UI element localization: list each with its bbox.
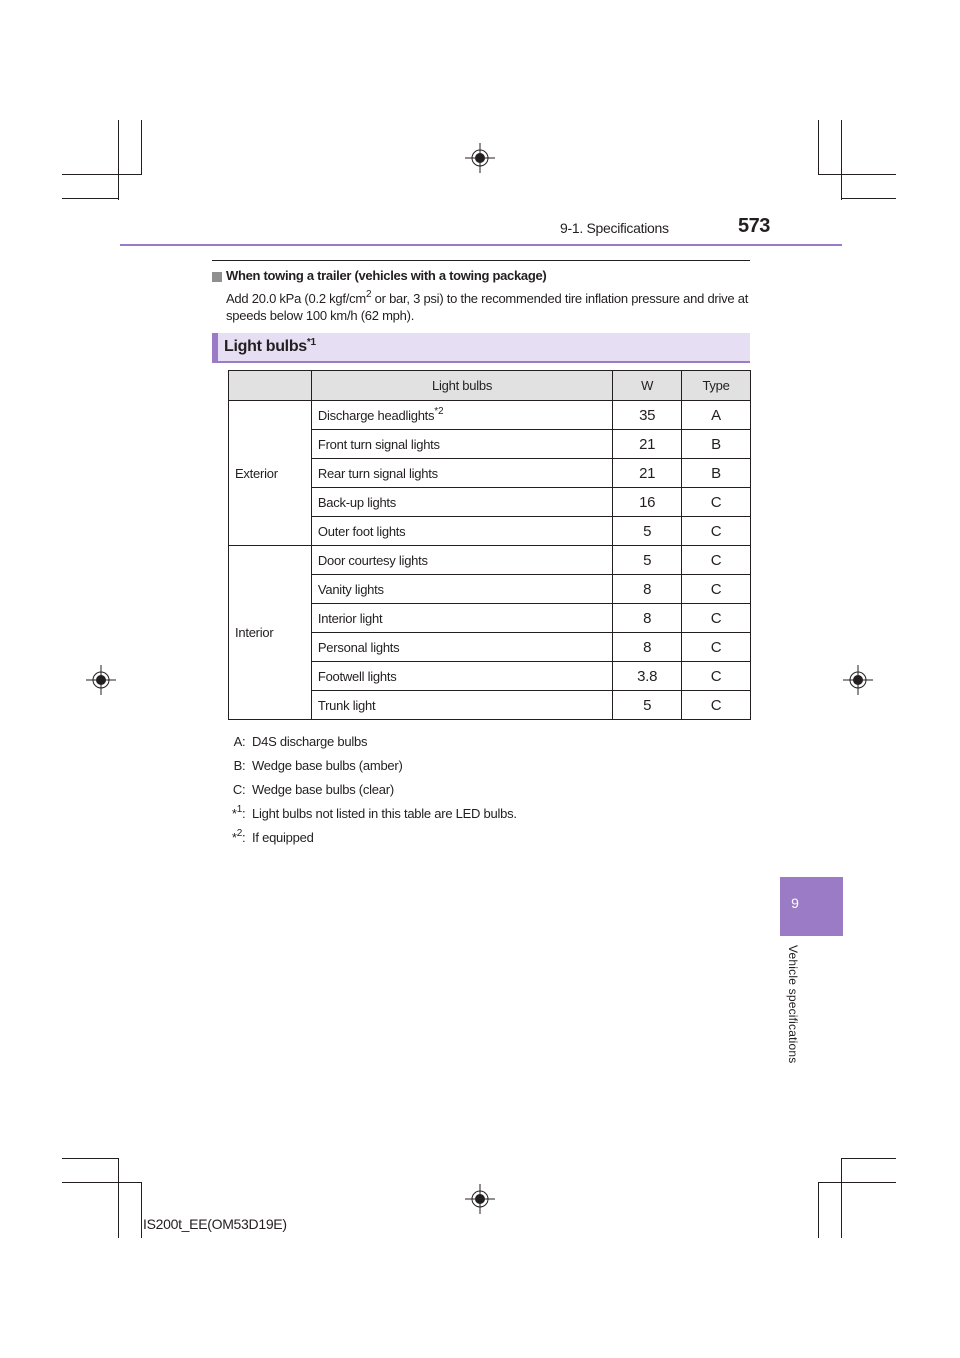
bulb-name-cell: [311, 401, 612, 430]
towing-text-part1: Add 20.0 kPa (0.2 kgf/cm: [226, 291, 366, 306]
group-label: Exterior: [229, 401, 312, 546]
bulb-name: Rear turn signal lights: [317, 465, 438, 481]
table-row: [229, 401, 751, 430]
document-code: IS200t_EE(OM53D19E): [143, 1216, 287, 1232]
wattage-cell: 5: [613, 691, 682, 720]
crop-mark: [62, 174, 142, 175]
wattage-cell: 5: [613, 517, 682, 546]
type-cell: C: [682, 633, 751, 662]
bulb-name: Outer foot lights: [317, 523, 406, 539]
towing-heading: When towing a trailer (vehicles with a towing package): [226, 268, 547, 283]
divider: [212, 260, 750, 261]
bulb-name-cell: [311, 633, 612, 662]
section-title: [224, 338, 316, 356]
footnote-key-text: *: [231, 830, 237, 846]
footnote-text: D4S discharge bulbs: [252, 733, 368, 749]
crop-mark: [841, 120, 842, 200]
footnote-key-text: B: [233, 757, 242, 773]
bulb-name: Interior light: [317, 610, 383, 626]
crop-mark: [818, 1182, 819, 1238]
footnote-item: [222, 826, 517, 850]
bulb-name: Door courtesy lights: [317, 552, 428, 568]
footnote-key-text: A: [233, 733, 242, 749]
type-cell: C: [682, 488, 751, 517]
bulb-name: Discharge headlights: [317, 407, 435, 423]
chapter-label: Vehicle specifications: [786, 945, 800, 1064]
bulb-superscript: *2: [434, 405, 444, 417]
header-divider: [120, 244, 842, 246]
crop-mark: [818, 174, 896, 175]
footnote-item: [222, 802, 517, 826]
header-watt: W: [613, 371, 682, 401]
header-group: [229, 371, 312, 401]
type-cell: C: [682, 546, 751, 575]
footnote-colon: :: [242, 733, 246, 749]
type-cell: C: [682, 575, 751, 604]
footnote-key: [222, 830, 242, 845]
footnote-colon: :: [242, 781, 246, 797]
footnote-key-superscript: 1: [236, 804, 242, 816]
bulb-name-cell: [311, 517, 612, 546]
crop-mark: [841, 1158, 842, 1238]
wattage-cell: 8: [613, 575, 682, 604]
bulb-name-cell: [311, 546, 612, 575]
bulb-name-cell: [311, 459, 612, 488]
group-label: Interior: [229, 546, 312, 720]
footnote-key: [222, 782, 242, 797]
crop-mark: [62, 198, 119, 199]
footnote-key-superscript: 2: [236, 828, 242, 840]
wattage-cell: 3.8: [613, 662, 682, 691]
footnotes: [222, 729, 517, 850]
wattage-cell: 8: [613, 604, 682, 633]
crop-mark: [841, 198, 896, 199]
section-heading-bar: [212, 333, 750, 363]
type-cell: C: [682, 691, 751, 720]
crop-mark: [62, 1182, 142, 1183]
bulb-name-cell: [311, 430, 612, 459]
crop-mark: [118, 1158, 119, 1238]
towing-text-superscript: 2: [365, 289, 372, 300]
registration-mark-icon: [86, 665, 116, 695]
crop-mark: [841, 1158, 896, 1159]
registration-mark-icon: [843, 665, 873, 695]
footnote-key: [222, 734, 242, 749]
footnote-colon: :: [242, 806, 246, 822]
crop-mark: [818, 1182, 896, 1183]
header-bulb: Light bulbs: [311, 371, 612, 401]
square-bullet-icon: [212, 272, 222, 282]
bulb-name-cell: [311, 604, 612, 633]
crop-mark: [141, 1182, 142, 1238]
type-cell: B: [682, 430, 751, 459]
crop-mark: [62, 1158, 119, 1159]
type-cell: B: [682, 459, 751, 488]
footnote-text: Wedge base bulbs (amber): [252, 757, 403, 773]
footnote-text: If equipped: [252, 830, 314, 846]
wattage-cell: 35: [613, 401, 682, 430]
bulb-name-cell: [311, 691, 612, 720]
table-header-row: [229, 371, 751, 401]
wattage-cell: 5: [613, 546, 682, 575]
footnote-item: [222, 753, 517, 777]
bulb-name: Footwell lights: [317, 668, 397, 684]
towing-text: [226, 290, 751, 324]
footnote-key: [222, 758, 242, 773]
registration-mark-icon: [465, 143, 495, 173]
bulb-name-cell: [311, 488, 612, 517]
page-number: 573: [738, 215, 770, 237]
table-row: [229, 546, 751, 575]
chapter-number: 9: [791, 895, 799, 911]
type-cell: A: [682, 401, 751, 430]
footnote-item: [222, 729, 517, 753]
footnote-text: Light bulbs not listed in this table are LED bulbs.: [252, 806, 517, 822]
wattage-cell: 21: [613, 459, 682, 488]
towing-text-part2: or bar, 3 psi) to the recommended tire inflation pressure and drive at speeds below 100 km/h (62 mph).: [226, 291, 749, 323]
bulb-name-cell: [311, 575, 612, 604]
section-bar-accent: [212, 333, 218, 363]
wattage-cell: 21: [613, 430, 682, 459]
light-bulbs-table: [228, 370, 751, 720]
footnote-colon: :: [242, 830, 246, 846]
footnote-key-text: C: [232, 781, 242, 797]
bulb-name: Trunk light: [317, 697, 376, 713]
type-cell: C: [682, 662, 751, 691]
type-cell: C: [682, 517, 751, 546]
registration-mark-icon: [465, 1184, 495, 1214]
crop-mark: [118, 120, 119, 200]
wattage-cell: 16: [613, 488, 682, 517]
bulb-name: Front turn signal lights: [317, 436, 440, 452]
bulb-name: Personal lights: [317, 639, 400, 655]
crop-mark: [141, 120, 142, 175]
footnote-key: [222, 806, 242, 821]
section-title-text: Light bulbs: [224, 338, 307, 355]
bulb-name: Back-up lights: [317, 494, 397, 510]
footnote-text: Wedge base bulbs (clear): [252, 781, 394, 797]
header-type: Type: [682, 371, 751, 401]
section-title-superscript: *1: [306, 337, 316, 348]
footnote-colon: :: [242, 757, 246, 773]
wattage-cell: 8: [613, 633, 682, 662]
footnote-item: [222, 777, 517, 801]
footnote-key-text: *: [231, 806, 237, 822]
type-cell: C: [682, 604, 751, 633]
bulb-name-cell: [311, 662, 612, 691]
crop-mark: [818, 120, 819, 175]
bulb-name: Vanity lights: [317, 581, 384, 597]
section-header: 9-1. Specifications: [560, 220, 669, 236]
